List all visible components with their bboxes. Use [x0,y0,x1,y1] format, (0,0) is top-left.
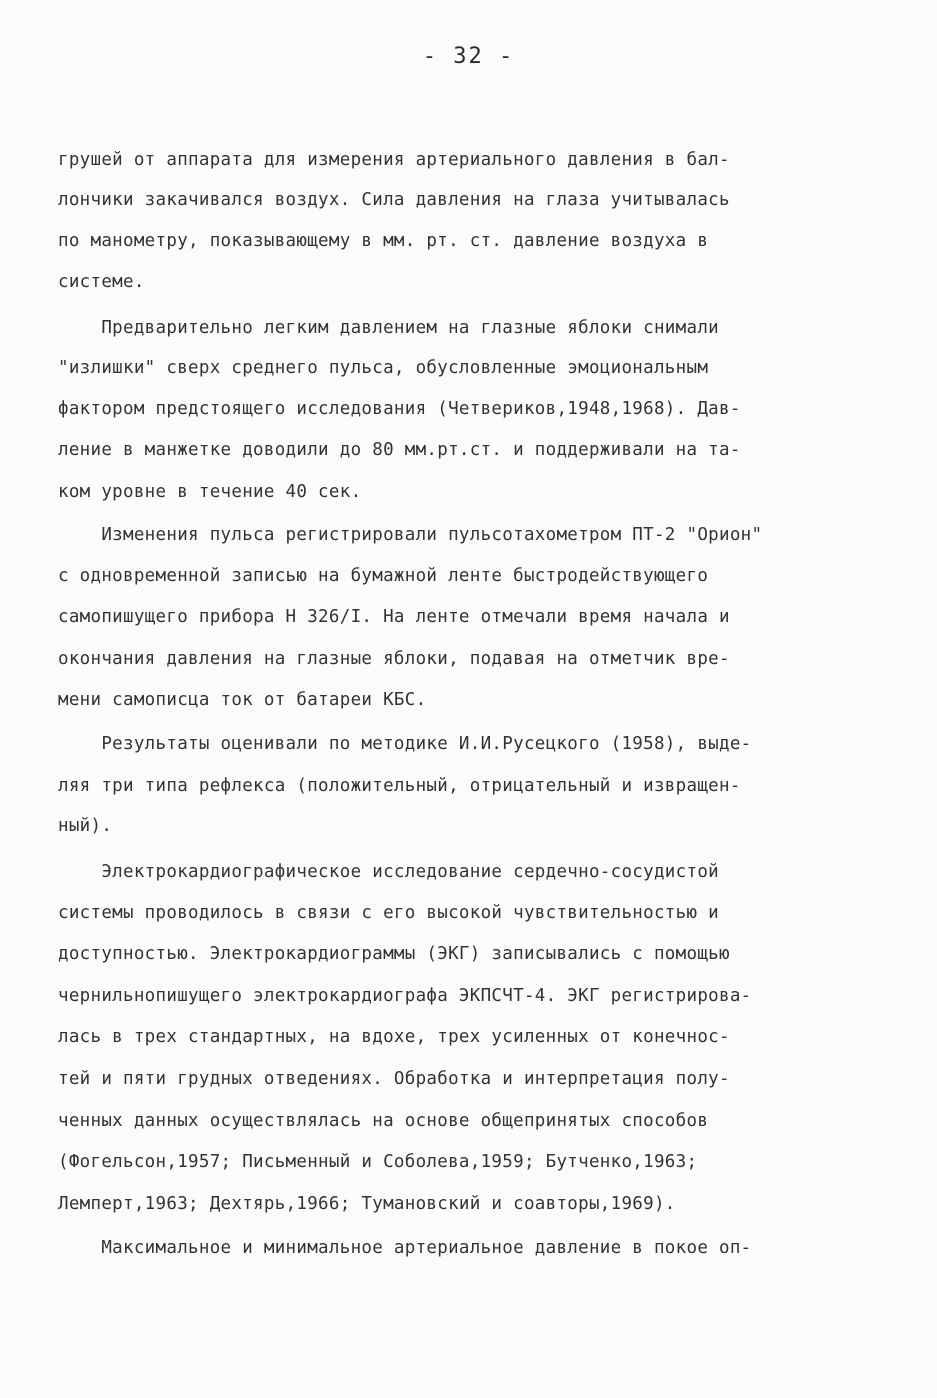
text-line: ченных данных осуществлялась на основе общепринятых способов [58,1111,709,1131]
text-line: Предварительно легким давлением на глазные яблоки снимали [58,318,719,338]
text-line: самопишущего прибора Н 326/I. На ленте отмечали время начала и [58,607,730,627]
text-line: с одновременной записью на бумажной ленте быстродействующего [58,566,709,586]
text-line: по манометру, показывающему в мм. рт. ст. давление воздуха в [58,231,709,251]
text-line: "излишки" сверх среднего пульса, обусловленные эмоциональным [58,358,709,378]
text-line: системы проводилось в связи с его высокой чувствительностью и [58,903,719,923]
text-line: Результаты оценивали по методике И.И.Русецкого (1958), выде- [58,734,752,754]
text-line: лончики закачивался воздух. Сила давления на глаза учитывалась [58,190,730,210]
page-number: - 32 - [422,44,515,69]
text-line: доступностью. Электрокардиограммы (ЭКГ) записывались с помощью [58,944,730,964]
text-line: чернильнопишущего электрокардиографа ЭКПСЧТ-4. ЭКГ регистрирова- [58,986,752,1006]
text-line: (Фогельсон,1957; Письменный и Соболева,1959; Бутченко,1963; [58,1152,698,1172]
text-line: системе. [58,272,145,292]
text-line: ление в манжетке доводили до 80 мм.рт.ст. и поддерживали на та- [58,440,741,460]
text-line: Изменения пульса регистрировали пульсотахометром ПТ-2 "Орион" [58,525,763,545]
text-line: фактором предстоящего исследования (Четвериков,1948,1968). Дав- [58,399,741,419]
text-line: лась в трех стандартных, на вдохе, трех усиленных от конечнос- [58,1027,730,1047]
text-line: ком уровне в течение 40 сек. [58,482,362,502]
text-line: окончания давления на глазные яблоки, подавая на отметчик вре- [58,649,730,669]
text-line: мени самописца ток от батареи КБС. [58,690,427,710]
text-line: тей и пяти грудных отведениях. Обработка и интерпретация полу- [58,1069,730,1089]
text-line: ный). [58,816,113,836]
text-line: ляя три типа рефлекса (положительный, отрицательный и извращен- [58,776,741,796]
text-line: Электрокардиографическое исследование сердечно-сосудистой [58,862,719,882]
text-line: Максимальное и минимальное артериальное давление в покое оп- [58,1238,752,1258]
text-line: Лемперт,1963; Дехтярь,1966; Тумановский и соавторы,1969). [58,1194,676,1214]
text-line: грушей от аппарата для измерения артериального давления в бал- [58,150,730,170]
